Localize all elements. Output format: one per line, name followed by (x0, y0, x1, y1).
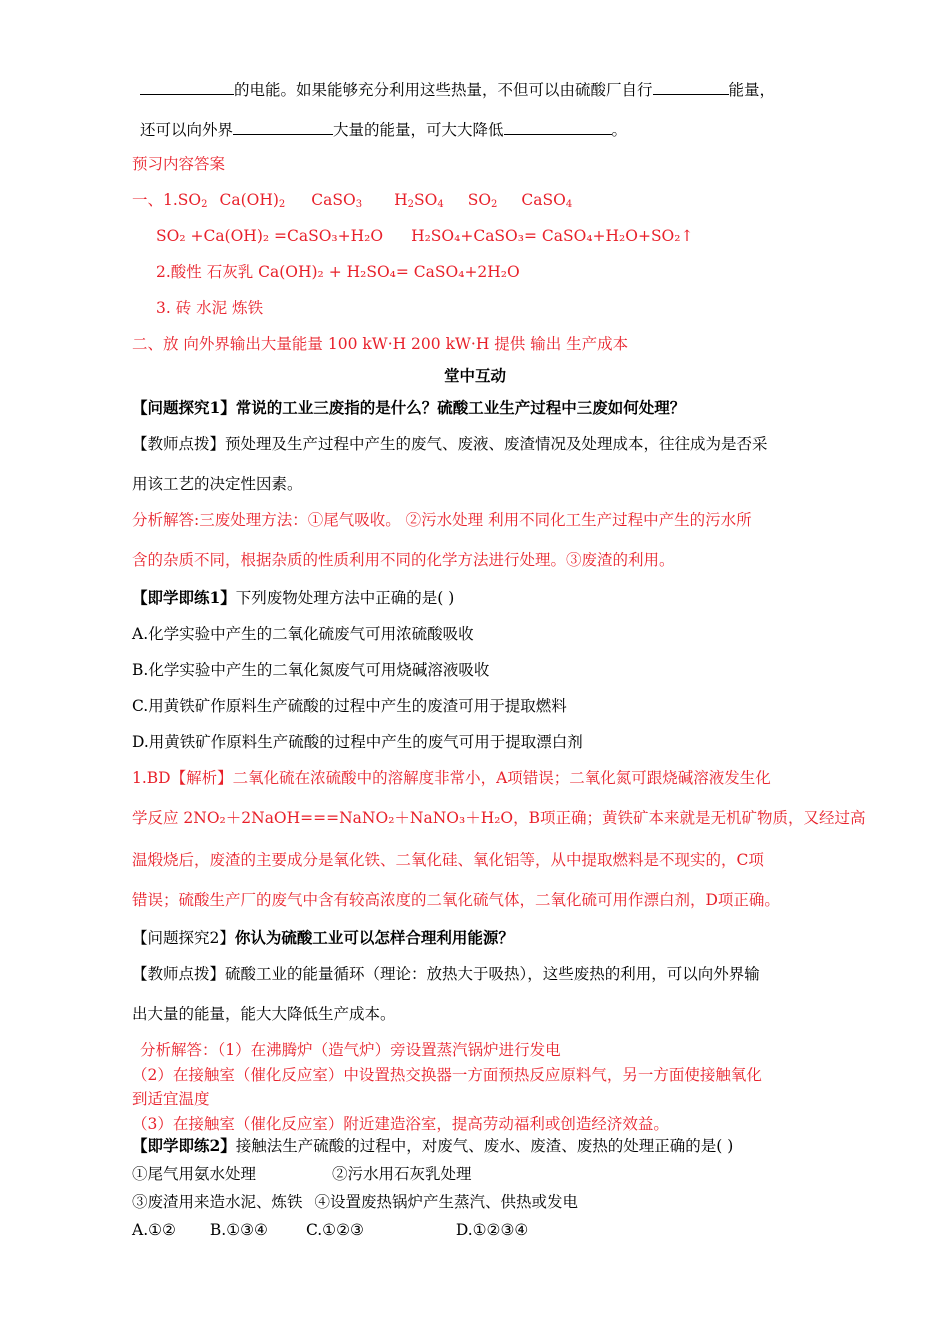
subscript: 2 (278, 199, 286, 210)
formula: CaSO (311, 191, 356, 209)
text: 。 (611, 121, 628, 139)
practice-2 (132, 1136, 733, 1156)
formula: SO (177, 191, 202, 209)
practice-label: 【即学即练2】 (132, 1136, 236, 1155)
option-c: C.①②③ (305, 1221, 364, 1239)
subscript: 2 (491, 199, 498, 210)
analysis-2-line-2: （2）在接触室（催化反应室）中设置热交换器一方面预热反应原料气，另一方面使接触氧化 (132, 1066, 762, 1084)
subscript: 4 (565, 199, 573, 210)
analysis-1-line-2: 含的杂质不同，根据杂质的性质利用不同的化学方法进行处理。③废渣的利用。 (132, 551, 675, 569)
option-d: D.用黄铁矿作原料生产硫酸的过程中产生的废气可用于提取漂白剂 (132, 733, 583, 751)
answer-one-label: 一、1. (132, 191, 178, 209)
item-4: ④设置废热锅炉产生蒸汽、供热或发电 (314, 1193, 579, 1211)
item-3: ③废渣用来造水泥、炼铁 (132, 1193, 303, 1211)
practice-1 (132, 588, 454, 608)
analysis-2-line-4: （3）在接触室（催化反应室）附近建造浴室，提高劳动福利或创造经济效益。 (132, 1115, 669, 1133)
tip-text: 预处理及生产过程中产生的废气、废液、废渣情况及处理成本，往往成为是否采 (225, 435, 768, 453)
formula: SO (414, 191, 438, 209)
items-line-1 (132, 1164, 472, 1184)
teacher-tip-1-cont: 用该工艺的决定性因素。 (132, 475, 303, 493)
answer-one (132, 190, 572, 210)
formula: H (394, 191, 408, 209)
answer-three: 3. 砖 水泥 炼铁 (156, 299, 264, 317)
equation-2: H₂SO₄+CaSO₃= CaSO₄+H₂O+SO₂↑ (411, 227, 694, 245)
answer-two: 2.酸性 石灰乳 Ca(OH)₂ + H₂SO₄= CaSO₄+2H₂O (156, 263, 520, 281)
answer-options-2 (132, 1220, 528, 1240)
equation-1: SO₂ +Ca(OH)₂ =CaSO₃+H₂O (156, 227, 384, 245)
blank-2 (653, 78, 729, 95)
explanation-line-3: 温煅烧后，废渣的主要成分是氧化铁、二氧化硅、氧化铝等，从中提取燃料是不现实的，C项 (132, 851, 764, 869)
question-1 (132, 398, 685, 418)
subscript: 2 (407, 199, 415, 210)
items-line-2 (132, 1192, 578, 1212)
blank-4 (504, 118, 612, 135)
item-1: ①尾气用氨水处理 (132, 1165, 257, 1183)
teacher-tip-2-cont: 出大量的能量，能大大降低生产成本。 (132, 1005, 396, 1023)
subscript: 3 (355, 199, 363, 210)
option-a: A.化学实验中产生的二氧化硫废气可用浓硫酸吸收 (132, 625, 474, 643)
text: 的电能。如果能够充分利用这些热量，不但可以由硫酸厂自行 (234, 81, 653, 99)
answers-heading: 预习内容答案 (132, 155, 226, 173)
explanation-line-4: 错误；硫酸生产厂的废气中含有较高浓度的二氧化硫气体，二氧化硫可用作漂白剂，D项正确。 (132, 891, 780, 909)
answer-er: 二、放 向外界输出大量能量 100 kW·H 200 kW·H 提供 输出 生产成本 (132, 335, 629, 353)
formula: CaSO (521, 191, 566, 209)
option-b: B.化学实验中产生的二氧化氮废气可用烧碱溶液吸收 (132, 661, 490, 679)
question-label: 【问题探究2】 (132, 929, 235, 947)
teacher-tip-1 (132, 434, 768, 454)
question-text: 常说的工业三废指的是什么？硫酸工业生产过程中三废如何处理？ (235, 398, 686, 417)
explanation-line-2: 学反应 2NO₂＋2NaOH===NaNO₂＋NaNO₃＋H₂O，B项正确；黄铁矿本来就是无机矿物质，又经过高 (132, 809, 866, 827)
analysis-1-line-1: 分析解答:三废处理方法：①尾气吸收。 ②污水处理 利用不同化工生产过程中产生的污水所 (132, 511, 752, 529)
practice-stem: 下列废物处理方法中正确的是( ) (235, 589, 455, 607)
option-a: A.①② (132, 1221, 176, 1239)
answer-equations (156, 226, 693, 246)
blank-1 (140, 78, 234, 95)
option-b: B.①③④ (209, 1221, 268, 1239)
option-c: C.用黄铁矿作原料生产硫酸的过程中产生的废渣可用于提取燃料 (132, 697, 567, 715)
question-label: 【问题探究1】 (132, 398, 236, 417)
subscript: 4 (437, 199, 444, 210)
analysis-2-line-1: 分析解答：（1）在沸腾炉（造气炉）旁设置蒸汽锅炉进行发电 (140, 1041, 561, 1059)
blank-3 (233, 118, 333, 135)
formula: Ca(OH) (219, 191, 279, 209)
text: 还可以向外界 (140, 121, 234, 139)
section-title: 堂中互动 (443, 366, 506, 385)
explanation-line-1: 1.BD【解析】二氧化硫在浓硫酸中的溶解度非常小，A项错误；二氧化氮可跟烧碱溶液发生化 (132, 769, 771, 787)
fill-line-2 (140, 118, 627, 140)
formula: SO (467, 191, 492, 209)
subscript: 2 (201, 199, 208, 210)
question-2 (132, 928, 514, 948)
item-2: ②污水用石灰乳处理 (332, 1165, 472, 1183)
tip-text: 硫酸工业的能量循环（理论：放热大于吸热），这些废热的利用，可以向外界输 (225, 965, 760, 983)
teacher-tip-2 (132, 964, 760, 984)
analysis-2-line-3: 到适宜温度 (132, 1090, 210, 1108)
tip-label: 【教师点拨】 (132, 965, 226, 983)
option-d: D.①②③④ (455, 1221, 529, 1239)
fill-line-1 (140, 78, 775, 100)
question-text: 你认为硫酸工业可以怎样合理利用能源？ (234, 928, 514, 947)
practice-label: 【即学即练1】 (132, 588, 236, 607)
text: 大量的能量，可大大降低 (333, 121, 504, 139)
text: 能量， (728, 81, 776, 99)
tip-label: 【教师点拨】 (132, 435, 226, 453)
practice-stem: 接触法生产硫酸的过程中，对废气、废水、废渣、废热的处理正确的是( ) (235, 1137, 734, 1155)
